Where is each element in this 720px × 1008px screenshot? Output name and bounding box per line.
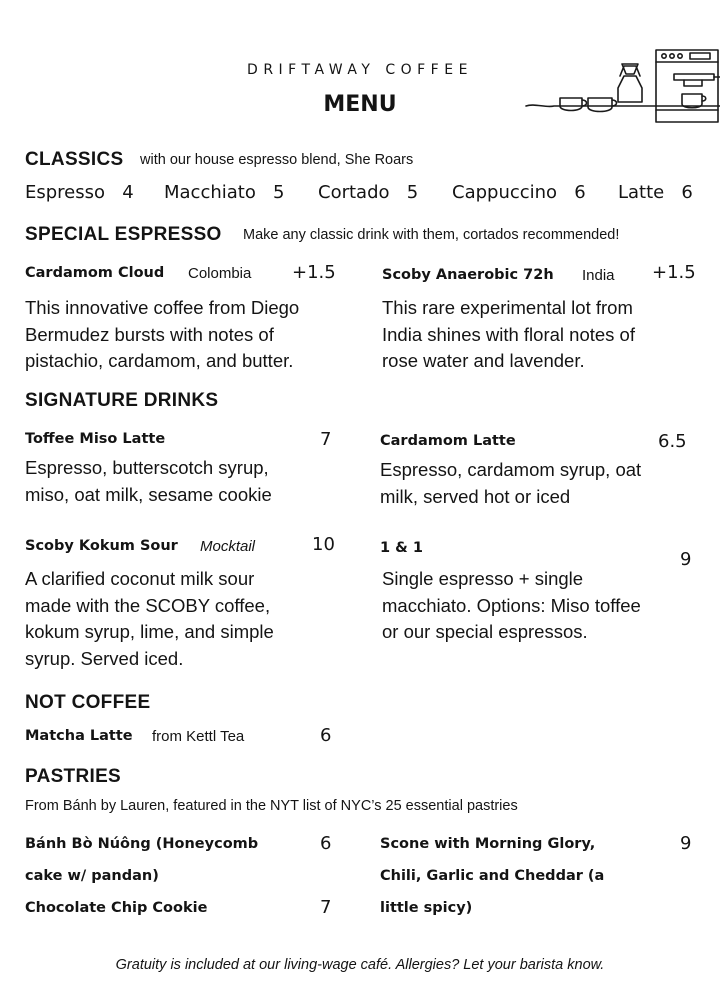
- item-price: +1.5: [652, 262, 696, 283]
- item-description: Espresso, butterscotch syrup, miso, oat milk, sesame cookie: [25, 457, 272, 505]
- item-description: A clarified coconut milk sour made with the SCOBY coffee, kokum syrup, lime, and simple syrup. Served iced.: [25, 568, 274, 669]
- item-name: Cortado: [318, 182, 390, 203]
- section-title-signature-drinks: SIGNATURE DRINKS: [25, 390, 219, 411]
- item-origin: from Kettl Tea: [152, 728, 245, 745]
- item-price: +1.5: [292, 262, 336, 283]
- item-description: Single espresso + single macchiato. Options: Miso toffee or our special espressos.: [382, 568, 641, 642]
- item-price: 5: [406, 182, 419, 203]
- classic-item: [452, 182, 586, 203]
- item-name: Latte: [618, 182, 665, 203]
- item-name: Toffee Miso Latte: [25, 431, 166, 447]
- section-title-pastries: PASTRIES: [25, 766, 122, 787]
- item-name: Cardamom Latte: [380, 433, 516, 449]
- item-price: 6: [574, 182, 586, 203]
- item-name: Cardamom Cloud: [25, 265, 165, 281]
- item-price: 9: [680, 549, 692, 570]
- item-price: 6: [320, 833, 332, 854]
- item-tag: Mocktail: [200, 538, 256, 555]
- item-name: Matcha Latte: [25, 728, 133, 744]
- item-description: Espresso, cardamom syrup, oat milk, served hot or iced: [380, 459, 642, 507]
- item-name: Chocolate Chip Cookie: [25, 900, 208, 916]
- item-name: Macchiato: [164, 182, 256, 203]
- item-name: Scone with Morning Glory,: [380, 836, 596, 852]
- classic-item: [25, 182, 134, 203]
- footer-note: Gratuity is included at our living-wage café. Allergies? Let your barista know.: [115, 957, 605, 973]
- classic-item: [164, 182, 285, 203]
- menu-title: MENU: [323, 92, 397, 117]
- item-name: Bánh Bò Núông (Honeycomb: [25, 836, 259, 852]
- item-name-continued: little spicy): [380, 900, 473, 916]
- item-origin: India: [582, 267, 615, 284]
- item-name: Scoby Kokum Sour: [25, 538, 178, 554]
- item-price: 7: [320, 429, 332, 450]
- item-price: 6: [681, 182, 693, 203]
- item-name-continued: Chili, Garlic and Cheddar (a: [380, 868, 605, 884]
- item-name: 1 & 1: [380, 540, 423, 556]
- item-origin: Colombia: [188, 265, 252, 282]
- item-name: Cappuccino: [452, 182, 558, 203]
- brand-name: DRIFTAWAY COFFEE: [247, 62, 473, 78]
- item-name: Espresso: [25, 182, 106, 203]
- item-price: 5: [273, 182, 285, 203]
- item-price: 9: [680, 833, 692, 854]
- section-subtitle-special-espresso: Make any classic drink with them, cortados recommended!: [243, 227, 620, 243]
- classic-item: [318, 182, 418, 203]
- classic-item: [618, 182, 693, 203]
- item-price: 6: [320, 725, 332, 746]
- section-title-classics: CLASSICS: [25, 149, 124, 170]
- item-description: This innovative coffee from Diego Bermudez bursts with notes of pistachio, cardamom, and butter.: [25, 297, 300, 371]
- section-title-not-coffee: NOT COFFEE: [25, 692, 151, 713]
- section-subtitle-pastries: From Bánh by Lauren, featured in the NYT list of NYC’s 25 essential pastries: [25, 798, 518, 814]
- section-subtitle-classics: with our house espresso blend, She Roars: [140, 152, 414, 168]
- coffee-machine-illustration-icon: [524, 40, 720, 132]
- item-price: 7: [320, 897, 332, 918]
- section-title-special-espresso: SPECIAL ESPRESSO: [25, 224, 222, 245]
- item-description: This rare experimental lot from India shines with floral notes of rose water and lavender.: [382, 297, 635, 371]
- item-price: 4: [122, 182, 134, 203]
- item-price: 10: [312, 534, 335, 555]
- item-price: 6.5: [658, 431, 687, 452]
- item-name-continued: cake w/ pandan): [25, 868, 159, 884]
- item-name: Scoby Anaerobic 72h: [382, 267, 554, 283]
